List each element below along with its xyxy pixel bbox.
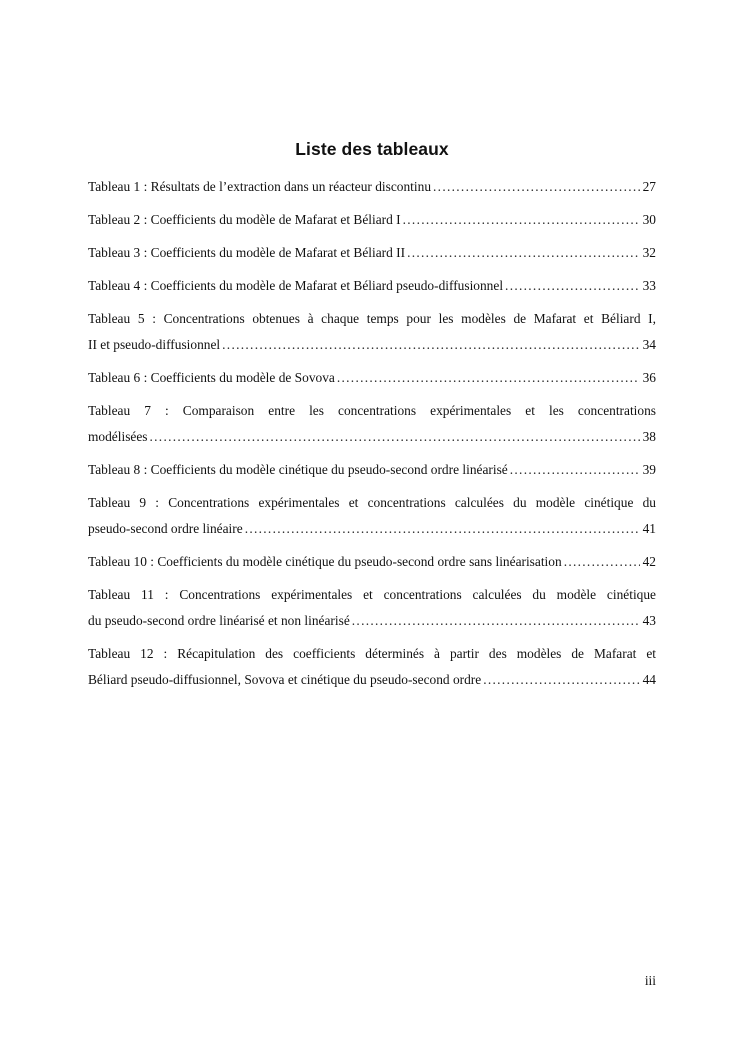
- toc-entry-line: [88, 368, 656, 388]
- toc-entry-line: [88, 243, 656, 263]
- toc-entry-line: [88, 611, 656, 631]
- list-of-tables: [88, 177, 656, 703]
- toc-entry-line: [88, 210, 656, 230]
- dot-leader: [564, 552, 640, 572]
- toc-entry-text: Tableau 7 : Comparaison entre les concentrations expérimentales et les concentrations: [88, 403, 656, 418]
- toc-entry-line: [88, 335, 656, 355]
- toc-page-number: 33: [642, 278, 656, 293]
- page-folio: iii: [644, 973, 656, 988]
- toc-entry-text: Tableau 2 : Coefficients du modèle de Mafarat et Béliard I: [88, 212, 401, 227]
- toc-page-number: 44: [642, 672, 656, 687]
- toc-entry: [88, 401, 656, 447]
- dot-leader: [505, 276, 640, 296]
- toc-entry-text: Tableau 11 : Concentrations expérimentales et concentrations calculées du modèle cinétique: [88, 587, 656, 602]
- toc-entry-text: Tableau 6 : Coefficients du modèle de Sovova: [88, 370, 335, 385]
- toc-entry: [88, 210, 656, 230]
- toc-entry-text-continued: II et pseudo-diffusionnel: [88, 337, 221, 352]
- toc-entry: [88, 644, 656, 690]
- dot-leader: [222, 335, 639, 355]
- dot-leader: [407, 243, 640, 263]
- toc-entry: [88, 309, 656, 355]
- toc-entry: [88, 368, 656, 388]
- toc-entry-text: Tableau 8 : Coefficients du modèle cinétique du pseudo-second ordre linéarisé: [88, 462, 508, 477]
- toc-entry: [88, 460, 656, 480]
- toc-entry-text-continued: modélisées: [88, 429, 148, 444]
- toc-page-number: 30: [642, 212, 656, 227]
- toc-page-number: 42: [642, 554, 656, 569]
- dot-leader: [337, 368, 640, 388]
- toc-entry-text: Tableau 1 : Résultats de l’extraction dans un réacteur discontinu: [88, 179, 432, 194]
- toc-page-number: 43: [642, 613, 656, 628]
- toc-entry: [88, 177, 656, 197]
- toc-entry: [88, 493, 656, 539]
- toc-entry-text: Tableau 9 : Concentrations expérimentales et concentrations calculées du modèle cinétique du: [88, 495, 656, 510]
- dot-leader: [483, 670, 639, 690]
- toc-entry-line: [88, 276, 656, 296]
- toc-entry-line: [88, 460, 656, 480]
- dot-leader: [403, 210, 640, 230]
- toc-entry: [88, 276, 656, 296]
- dot-leader: [352, 611, 640, 631]
- toc-entry-text-continued: Béliard pseudo-diffusionnel, Sovova et cinétique du pseudo-second ordre: [88, 672, 482, 687]
- toc-entry-text-continued: pseudo-second ordre linéaire: [88, 521, 243, 536]
- toc-entry-text: Tableau 3 : Coefficients du modèle de Mafarat et Béliard II: [88, 245, 406, 260]
- toc-entry-line: [88, 519, 656, 539]
- toc-entry-line: [88, 552, 656, 572]
- toc-entry-text: Tableau 12 : Récapitulation des coefficients déterminés à partir des modèles de Mafarat et: [88, 646, 656, 661]
- toc-page-number: 34: [642, 337, 656, 352]
- toc-entry-text: Tableau 10 : Coefficients du modèle cinétique du pseudo-second ordre sans linéarisation: [88, 554, 562, 569]
- toc-entry-text: Tableau 5 : Concentrations obtenues à chaque temps pour les modèles de Mafarat et Béliard I,: [88, 311, 656, 326]
- dot-leader: [150, 427, 640, 447]
- toc-entry: [88, 552, 656, 572]
- page-title: Liste des tableaux: [295, 139, 449, 159]
- toc-entry-line: [88, 427, 656, 447]
- toc-entry: [88, 243, 656, 263]
- toc-page-number: 36: [642, 370, 656, 385]
- toc-page-number: 38: [642, 429, 656, 444]
- toc-entry: [88, 585, 656, 631]
- toc-page-number: 41: [642, 521, 656, 536]
- dot-leader: [510, 460, 640, 480]
- toc-entry-line: [88, 670, 656, 690]
- toc-page-number: 27: [642, 179, 656, 194]
- dot-leader: [433, 177, 640, 197]
- toc-entry-text-continued: du pseudo-second ordre linéarisé et non linéarisé: [88, 613, 350, 628]
- dot-leader: [245, 519, 640, 539]
- toc-entry-line: [88, 177, 656, 197]
- document-page: [88, 0, 656, 1053]
- toc-page-number: 32: [642, 245, 656, 260]
- toc-page-number: 39: [642, 462, 656, 477]
- toc-entry-text: Tableau 4 : Coefficients du modèle de Mafarat et Béliard pseudo-diffusionnel: [88, 278, 504, 293]
